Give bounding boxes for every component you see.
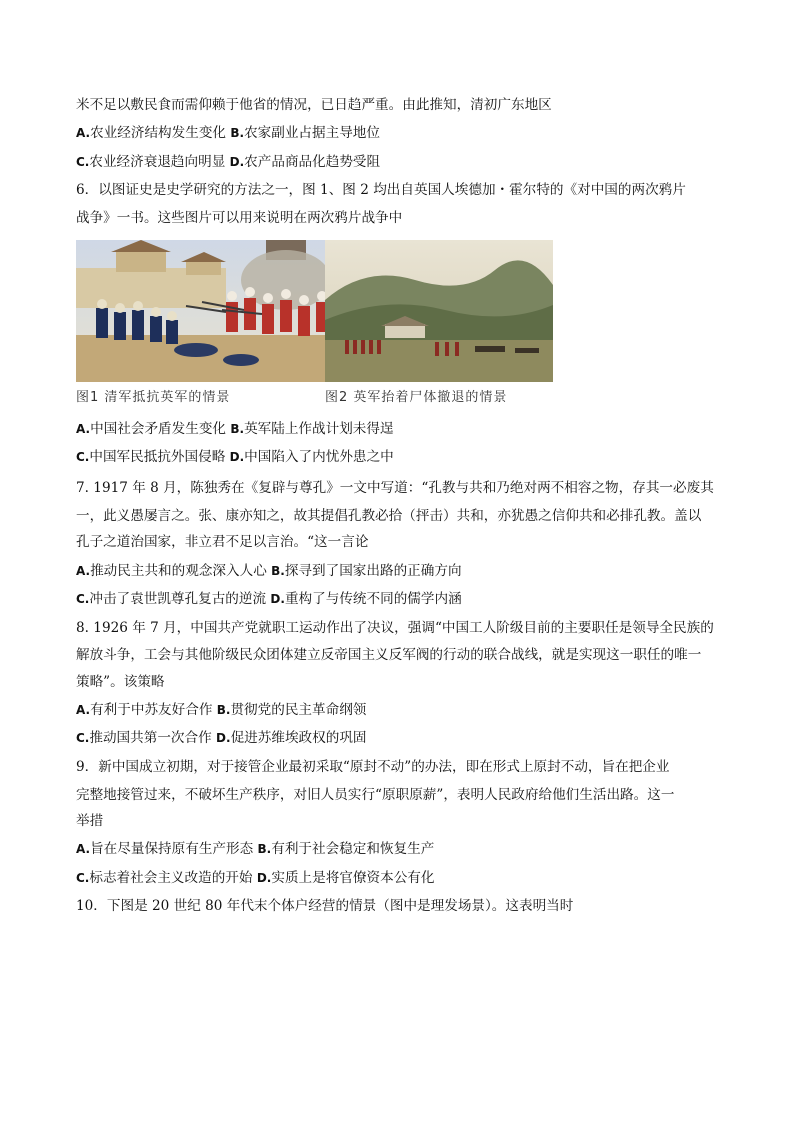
q9-option-c: 标志着社会主义改造的开始	[89, 870, 253, 886]
q9-stem-line-3: 举措	[76, 813, 104, 829]
q9-option-a-letter: A.	[76, 842, 91, 856]
q8-option-c-letter: C.	[76, 731, 90, 745]
figure-1	[76, 240, 334, 405]
q7-stem-line-2: 一，此义愚屡言之。张、康亦知之，故其提倡孔教必拾（抨击）共和，亦犹愚之信仰共和必排孔教。盖以	[76, 508, 702, 524]
q5-option-c: 农业经济衰退趋向明显	[89, 154, 226, 170]
q9-stem-line-2: 完整地接管过来，不破坏生产秩序，对旧人员实行“原职原薪”，表明人民政府给他们生活出路。这一	[76, 787, 675, 803]
q6-option-c: 中国军民抵抗外国侵略	[89, 449, 226, 465]
q8-option-d-letter: D.	[216, 731, 231, 745]
q8-option-b: 贯彻党的民主革命纲领	[230, 702, 367, 718]
figure-1-caption: 图1 清军抵抗英军的情景	[76, 390, 231, 405]
q6-option-a: 中国社会矛盾发生变化	[90, 421, 227, 437]
q7-option-d-letter: D.	[270, 592, 285, 606]
q7-options-row-1	[76, 562, 462, 580]
q8-option-a: 有利于中苏友好合作	[90, 702, 213, 718]
q9-option-c-letter: C.	[76, 871, 90, 885]
q8-option-c: 推动国共第一次合作	[89, 730, 212, 746]
q5-option-d-letter: D.	[229, 155, 245, 169]
q9-option-a: 旨在尽量保持原有生产形态	[90, 841, 254, 857]
q5-option-b-letter: B.	[230, 126, 245, 140]
q5-stem-tail: 米不足以敷民食而需仰赖于他省的情况，已日趋严重。由此推知，清初广东地区	[76, 97, 552, 113]
q5-option-d: 农产品商品化趋势受阻	[244, 154, 381, 170]
q5-option-b: 农家副业占据主导地位	[244, 125, 380, 141]
q9-option-d-letter: D.	[256, 871, 272, 885]
q6-option-b-letter: B.	[230, 422, 245, 436]
q8-options-row-2	[76, 729, 367, 747]
figure-1-image	[76, 240, 334, 382]
q7-option-a: 推动民主共和的观念深入人心	[90, 563, 267, 579]
q5-options-row-1	[76, 124, 380, 142]
q7-stem-line-1: 7. 1917 年 8 月，陈独秀在《复辟与尊孔》一文中写道：“孔教与共和乃绝对两不相容之物，存其一必废其	[76, 480, 714, 496]
q9-options-row-1	[76, 840, 434, 858]
q7-option-c: 冲击了袁世凯尊孔复古的逆流	[89, 591, 267, 607]
q5-option-a: 农业经济结构发生变化	[90, 125, 227, 141]
q6-option-a-letter: A.	[76, 422, 91, 436]
q7-option-d: 重构了与传统不同的儒学内涵	[284, 591, 462, 607]
q9-options-row-2	[76, 869, 434, 887]
q6-options-row-2	[76, 448, 394, 466]
q7-option-b-letter: B.	[271, 564, 285, 578]
q8-option-d: 促进苏维埃政权的巩固	[230, 730, 367, 746]
q8-option-b-letter: B.	[216, 703, 231, 717]
q10-stem-line-1: 10．下图是 20 世纪 80 年代末个体户经营的情景（图中是理发场景）。这表明当时	[76, 898, 574, 914]
q6-stem-line-1: 6．以图证史是史学研究的方法之一，图 1、图 2 均出自英国人埃德加・霍尔特的《对中国的两次鸦片	[76, 182, 686, 198]
q8-option-a-letter: A.	[76, 703, 91, 717]
q7-option-b: 探寻到了国家出路的正确方向	[284, 563, 462, 579]
q9-option-d: 实质上是将官僚资本公有化	[271, 870, 435, 886]
figure-2-image	[325, 240, 553, 382]
q8-stem-line-3: 策略”。该策略	[76, 674, 165, 690]
q7-options-row-2	[76, 590, 462, 608]
q6-stem-line-2: 战争》一书。这些图片可以用来说明在两次鸦片战争中	[76, 210, 403, 226]
q7-option-c-letter: C.	[76, 592, 90, 606]
q9-stem-line-1: 9．新中国成立初期，对于接管企业最初采取“原封不动”的办法，即在形式上原封不动，旨在把企业	[76, 759, 670, 775]
q6-option-d: 中国陷入了内忧外患之中	[244, 449, 394, 465]
q8-options-row-1	[76, 701, 366, 719]
q6-option-d-letter: D.	[229, 450, 245, 464]
q5-option-c-letter: C.	[76, 155, 90, 169]
figure-2	[325, 240, 553, 405]
q6-options-row-1	[76, 420, 394, 438]
q5-options-row-2	[76, 153, 380, 171]
q8-stem-line-1: 8. 1926 年 7 月，中国共产党就职工运动作出了决议，强调“中国工人阶级目前的主要职任是领导全民族的	[76, 620, 714, 636]
q9-option-b-letter: B.	[257, 842, 272, 856]
q7-option-a-letter: A.	[76, 564, 91, 578]
q7-stem-line-3: 孔子之道治国家，非立君不足以言治。“这一言论	[76, 534, 369, 550]
q8-stem-line-2: 解放斗争，工会与其他阶级民众团体建立反帝国主义反军阀的行动的联合战线，就是实现这一职任的唯一	[76, 647, 702, 663]
q6-option-c-letter: C.	[76, 450, 90, 464]
q5-option-a-letter: A.	[76, 126, 91, 140]
figure-2-caption: 图2 英军抬着尸体撤退的情景	[325, 390, 508, 405]
q6-option-b: 英军陆上作战计划未得逞	[244, 421, 394, 437]
q9-option-b: 有利于社会稳定和恢复生产	[271, 841, 435, 857]
